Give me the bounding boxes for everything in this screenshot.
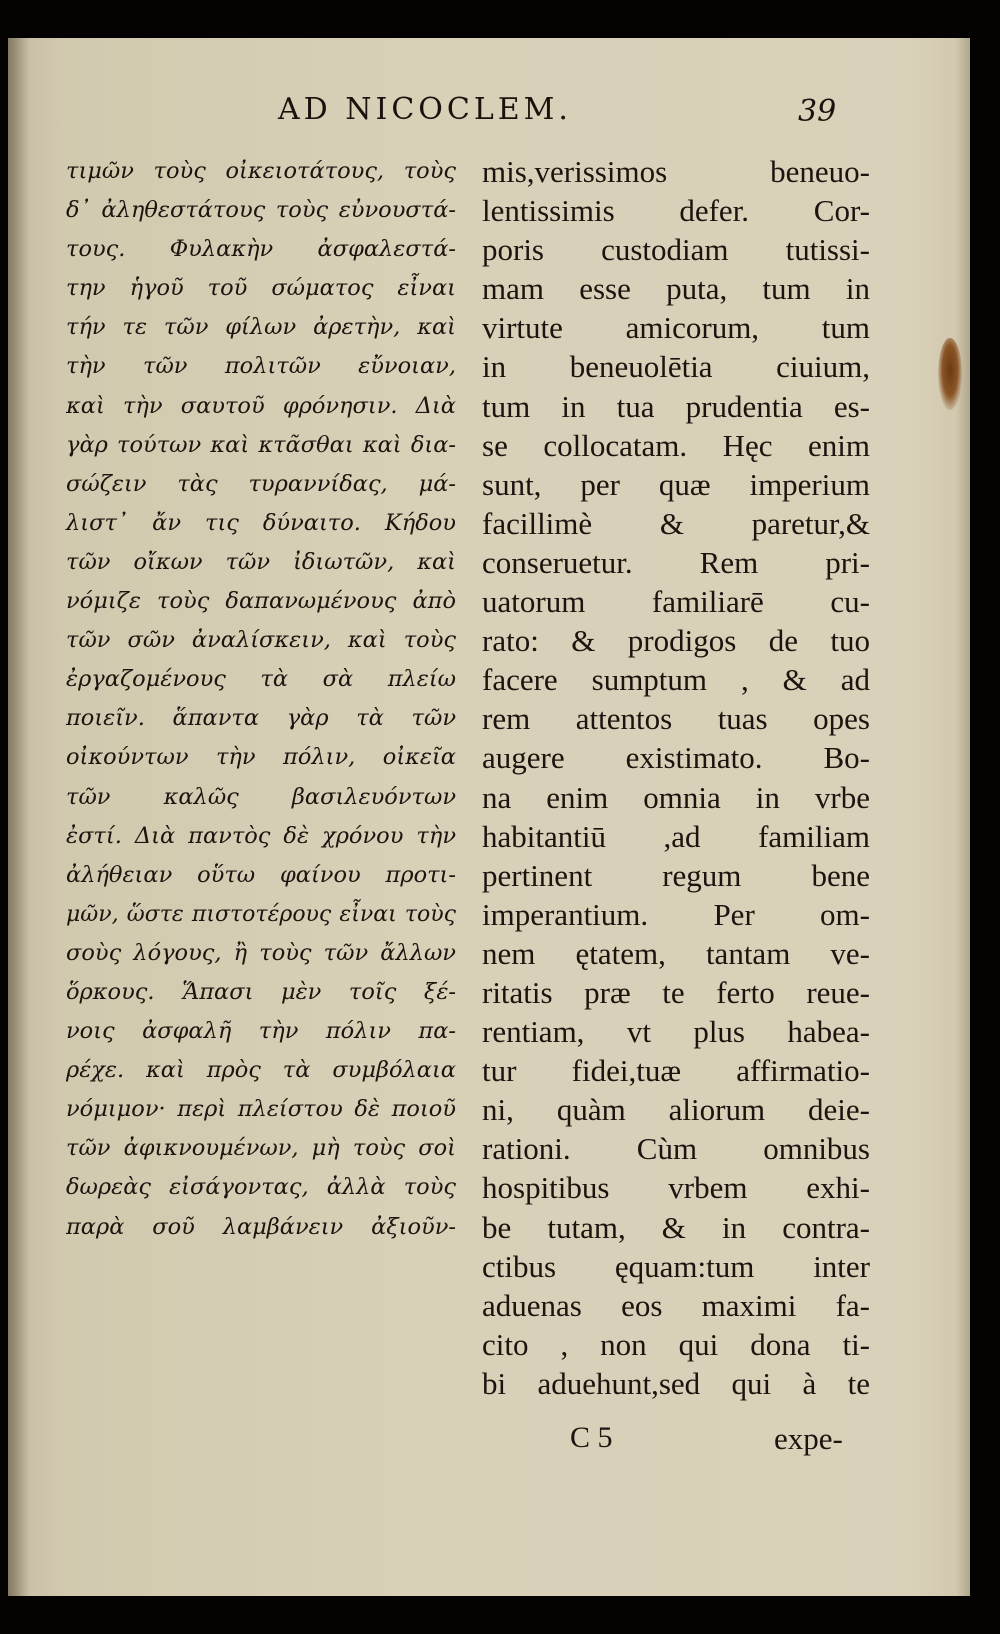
text-line: την ἡγοῦ τοῦ σώματος εἶναι [66, 275, 456, 302]
text-line: ποιεῖν. ἅπαντα γὰρ τὰ τῶν [66, 705, 456, 732]
text-line: σοὺς λόγους, ἢ τοὺς τῶν ἄλλων [66, 939, 456, 966]
text-line: be tutam, & in contra- [482, 1209, 870, 1245]
text-line: σώζειν τὰς τυραννίδας, μά- [66, 470, 456, 497]
text-line: poris custodiam tutissi- [482, 232, 870, 268]
text-line: καὶ τὴν σαυτοῦ φρόνησιν. Διὰ [66, 392, 456, 419]
text-line: tum in tua prudentia es- [482, 388, 870, 424]
text-line: τῶν ἀφικνουμένων, μὴ τοὺς σοὶ [66, 1135, 456, 1162]
text-line: ὅρκους. Ἅπασι μὲν τοῖς ξέ- [66, 978, 456, 1005]
text-line: cito , non qui dona ti- [482, 1326, 870, 1362]
text-line: ἐργαζομένους τὰ σὰ πλείω [66, 666, 456, 693]
text-line: rem attentos tuas opes [482, 701, 870, 737]
text-line: δωρεὰς εἰσάγοντας, ἀλλὰ τοὺς [66, 1174, 456, 1201]
text-line: imperantium. Per om- [482, 896, 870, 932]
text-line: τους. Φυλακὴν ἀσφαλεστά- [66, 236, 456, 263]
text-line: bi aduehunt,sed qui à te [482, 1365, 870, 1401]
text-line: λιστ᾽ ἄν τις δύναιτο. Κήδου [66, 509, 456, 536]
page-edge [956, 38, 970, 1596]
text-line: νοις ἀσφαλῆ τὴν πόλιν πα- [66, 1018, 456, 1045]
text-line: pertinent regum bene [482, 857, 870, 893]
ink-stain [938, 338, 962, 410]
text-line: τῶν σῶν ἀναλίσκειν, καὶ τοὺς [66, 627, 456, 654]
text-line: tur fidei,tuæ affirmatio- [482, 1053, 870, 1089]
text-line: γὰρ τούτων καὶ κτᾶσθαι καὶ δια- [66, 431, 456, 458]
text-line: mam esse puta, tum in [482, 271, 870, 307]
text-line: facere sumptum , & ad [482, 662, 870, 698]
text-line: habitantiū ,ad familiam [482, 818, 870, 854]
text-line: τῶν οἴκων τῶν ἰδιωτῶν, καὶ [66, 548, 456, 575]
text-line: ρέχε. καὶ πρὸς τὰ συμβόλαια [66, 1057, 456, 1084]
signature-mark: C 5 [570, 1421, 613, 1454]
text-line: τήν τε τῶν φίλων ἀρετὴν, καὶ [66, 314, 456, 341]
text-line: ἐστί. Διὰ παντὸς δὲ χρόνου τὴν [66, 822, 456, 849]
text-line: na enim omnia in vrbe [482, 779, 870, 815]
text-line: ἀλήθειαν οὕτω φαίνου προτι- [66, 861, 456, 888]
text-line: rationi. Cùm omnibus [482, 1131, 870, 1167]
running-title: AD NICOCLEM. [278, 92, 572, 127]
book-page [8, 38, 970, 1596]
text-line: mis,verissimos beneuo- [482, 154, 870, 189]
text-line: οἰκούντων τὴν πόλιν, οἰκεῖα [66, 744, 456, 771]
text-line: lentissimis defer. Cor- [482, 193, 870, 229]
text-line: νόμιμον· περὶ πλείστου δὲ ποιοῦ [66, 1096, 456, 1123]
text-line: ctibus ęquam:tum inter [482, 1248, 870, 1284]
text-line: se collocatam. Hęc enim [482, 427, 870, 463]
text-line: δ᾽ ἀληθεστάτους τοὺς εὐνουστά- [66, 197, 456, 224]
text-line: sunt, per quæ imperium [482, 466, 870, 502]
text-line: nem ętatem, tantam ve- [482, 935, 870, 971]
text-line: augere existimato. Bo- [482, 740, 870, 776]
text-line: in beneuolētia ciuium, [482, 349, 870, 385]
text-line: facillimè & paretur,& [482, 505, 870, 541]
text-line: rentiam, vt plus habea- [482, 1014, 870, 1050]
text-line: ritatis præ te ferto reue- [482, 974, 870, 1010]
text-line: rato: & prodigos de tuo [482, 623, 870, 659]
text-line: νόμιζε τοὺς δαπανωμένους ἀπὸ [66, 588, 456, 615]
text-line: τιμῶν τοὺς οἰκειοτάτους, τοὺς [66, 158, 456, 184]
spine-shadow [8, 38, 30, 1596]
text-line: τὴν τῶν πολιτῶν εὔνοιαν, [66, 353, 456, 380]
text-line: virtute amicorum, tum [482, 310, 870, 346]
text-line: ni, quàm aliorum deie- [482, 1092, 870, 1128]
text-line: uatorum familiarē cu- [482, 584, 870, 620]
text-line: μῶν, ὥστε πιστοτέρους εἶναι τοὺς [66, 901, 456, 927]
text-line: conseruetur. Rem pri- [482, 544, 870, 580]
page-number: 39 [798, 94, 837, 129]
text-line: τῶν καλῶς βασιλευόντων [66, 783, 456, 810]
catchword: expe- [774, 1421, 843, 1456]
text-line: aduenas eos maximi fa- [482, 1287, 870, 1323]
text-line: hospitibus vrbem exhi- [482, 1170, 870, 1206]
greek-text-column [66, 152, 456, 1247]
text-line: παρὰ σοῦ λαμβάνειν ἀξιοῦν- [66, 1213, 456, 1240]
latin-text-column [482, 152, 870, 1403]
